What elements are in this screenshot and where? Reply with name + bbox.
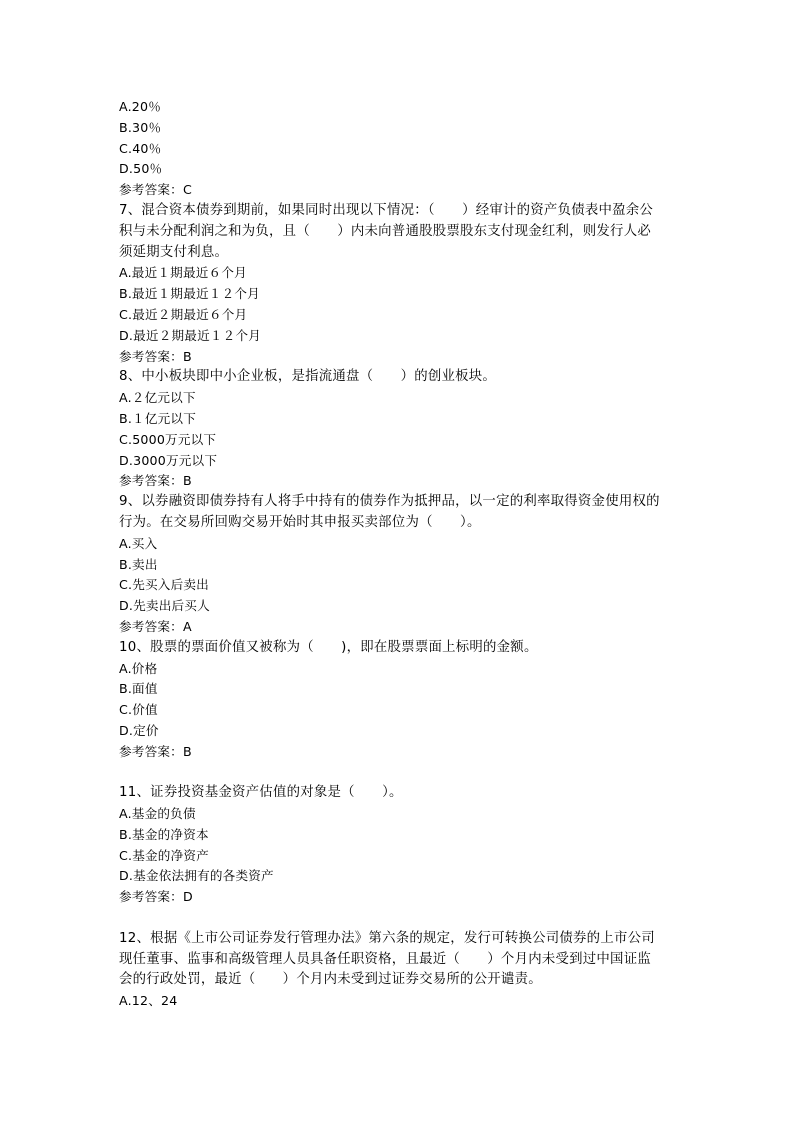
question-stem-line: 积与未分配利润之和为负，且（ ）内未向普通股股票股东支付现金红利，则发行人必	[119, 223, 651, 239]
question-stem-line: 12、根据《上市公司证券发行管理办法》第六条的规定，发行可转换公司债券的上市公司	[119, 930, 655, 946]
blank-line	[119, 763, 679, 784]
option-c: C.5000万元以下	[119, 431, 217, 447]
answer: 参考答案：D	[119, 889, 193, 905]
answer: 参考答案：B	[119, 743, 192, 759]
option-d: D.最近２期最近１２个月	[119, 327, 262, 343]
option-a: A.买入	[119, 535, 158, 551]
question-stem-line: 10、股票的票面价值又被称为（ )，即在股票票面上标明的金额。	[119, 639, 538, 655]
question-10	[119, 638, 679, 763]
question-stem-line: 8、中小板块即中小企业板，是指流通盘（ ）的创业板块。	[119, 369, 497, 385]
answer: 参考答案：B	[119, 348, 192, 364]
question-stem-line: 会的行政处罚，最近（ ）个月内未受到过证券交易所的公开谴责。	[119, 972, 542, 988]
question-6	[119, 97, 679, 201]
option-b: B.面值	[119, 681, 158, 697]
question-stem-line: 行为。在交易所回购交易开始时其申报买卖部位为（ ）。	[119, 514, 481, 530]
answer: 参考答案：C	[119, 182, 192, 198]
question-9	[119, 492, 679, 638]
option-b: B.１亿元以下	[119, 410, 197, 426]
option-d: D.先卖出后买人	[119, 598, 210, 614]
question-8	[119, 367, 679, 492]
option-d: D.3000万元以下	[119, 452, 218, 468]
question-11	[119, 783, 679, 908]
blank-line	[119, 908, 679, 929]
option-d: D.定价	[119, 722, 159, 738]
option-b: B.最近１期最近１２个月	[119, 286, 260, 302]
answer: 参考答案：B	[119, 473, 192, 489]
option-c: C.先买入后卖出	[119, 577, 209, 593]
option-d: D.基金依法拥有的各类资产	[119, 868, 274, 884]
option-c: C.价值	[119, 702, 158, 718]
question-stem-line: 现任董事、监事和高级管理人员具备任职资格，且最近（ ）个月内未受到过中国证监	[119, 951, 651, 967]
question-stem-line: 须延期支付利息。	[119, 244, 229, 260]
option-a: A.基金的负债	[119, 806, 196, 822]
option-c: C.40％	[119, 140, 162, 156]
question-7	[119, 201, 679, 367]
question-stem-line: 9、以券融资即债券持有人将手中持有的债券作为抵押品，以一定的利率取得资金使用权的	[119, 494, 660, 510]
option-a: A.20％	[119, 99, 162, 114]
option-a: A.价格	[119, 660, 158, 676]
question-12	[119, 929, 679, 1012]
option-c: C.基金的净资产	[119, 847, 209, 863]
option-b: B.30％	[119, 119, 162, 135]
answer: 参考答案：A	[119, 618, 192, 634]
question-stem-line: 11、证券投资基金资产估值的对象是（ ）。	[119, 785, 403, 801]
option-a: A.２亿元以下	[119, 390, 196, 406]
option-c: C.最近２期最近６个月	[119, 306, 248, 322]
option-b: B.卖出	[119, 556, 158, 572]
option-b: B.基金的净资本	[119, 826, 209, 842]
option-a: A.最近１期最近６个月	[119, 265, 247, 281]
question-stem-line: 7、混合资本债券到期前，如果同时出现以下情况：（ ）经审计的资产负债表中盈余公	[119, 202, 654, 218]
option-d: D.50％	[119, 161, 163, 177]
option-a: A.12、24	[119, 993, 178, 1009]
document-page	[119, 97, 679, 1012]
